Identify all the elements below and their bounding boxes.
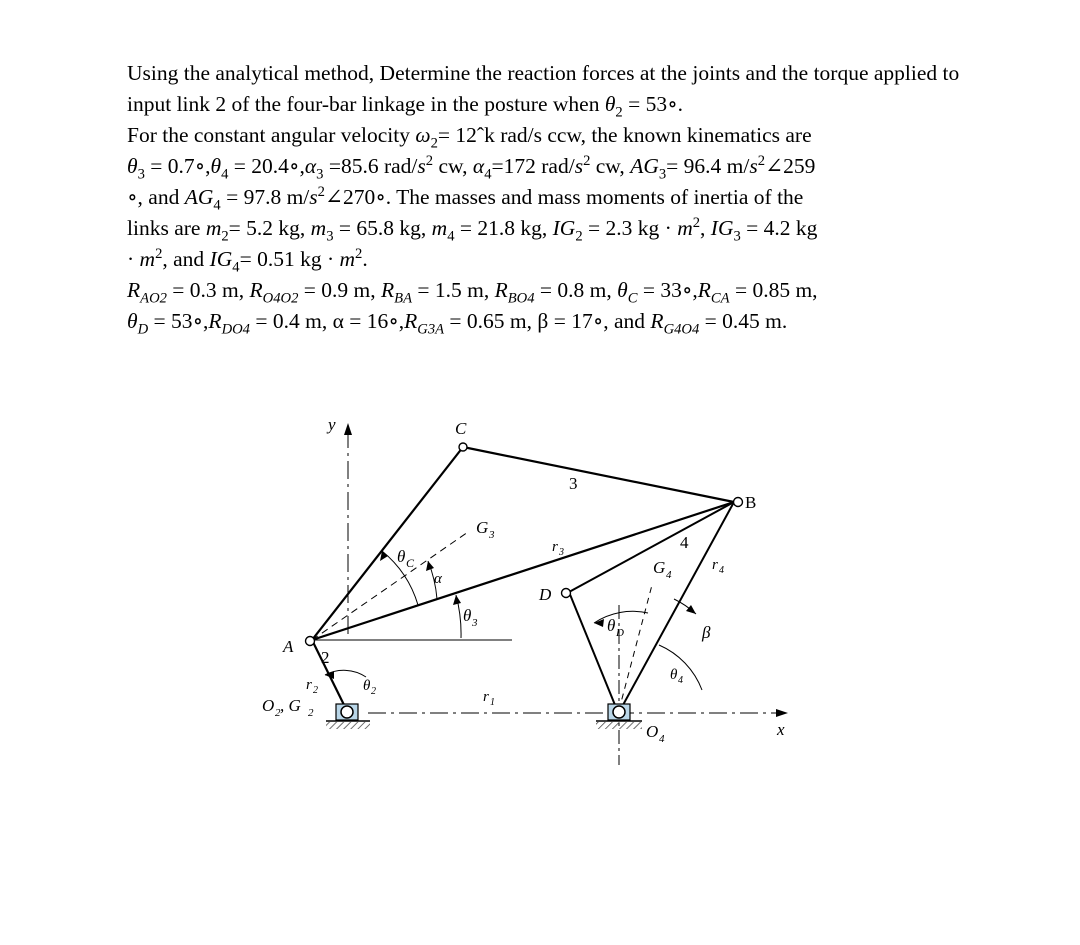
y-axis xyxy=(326,415,352,635)
label-link-4: 4 xyxy=(680,533,689,552)
svg-text:O: O xyxy=(262,696,275,715)
label-b: B xyxy=(745,493,757,512)
svg-text:4: 4 xyxy=(666,569,672,581)
label-a: A xyxy=(283,637,294,656)
svg-text:2: 2 xyxy=(313,685,318,696)
svg-text:3: 3 xyxy=(559,547,564,558)
svg-text:4: 4 xyxy=(678,675,683,686)
svg-text:4: 4 xyxy=(719,565,724,576)
svg-text:G: G xyxy=(653,558,666,577)
x-axis-label: x xyxy=(777,720,785,739)
label-beta: β xyxy=(702,623,711,642)
link-3 xyxy=(312,447,734,640)
svg-text:D: D xyxy=(616,627,624,639)
svg-text:r: r xyxy=(552,539,558,555)
label-r2 xyxy=(306,677,318,696)
label-g4 xyxy=(653,558,672,581)
svg-text:θ: θ xyxy=(363,678,371,694)
label-link-2: 2 xyxy=(321,648,330,667)
svg-text:3: 3 xyxy=(489,529,495,541)
problem-paragraph-1: Using the analytical method, Determine the reaction forces at the joints and the torque applied to input link 2 of the four-bar linkage in the posture when $\theta_2$ = 53∘. For the constant angular velocity $\omega_2=$ 12ˆk rad/s ccw, the known kinematics are $\theta_3$ = $0.7\circ,\theta_4$ = $20.4\circ,\alpha_3 =85.6$ rad/$s^2$ cw, $\alpha_4=172$ rad/$s^2$ cw, $AG_3= 96.4$ $m/s^2\angle 259$ ∘, and $AG_4 = 97.8$ $m/s^2\angle 270\circ$. The masses and mass moments of inertia of the links are $m_2= 5.2$ kg, $m_3 = 65.8$ kg, $m_4 = 21.8$ kg, $IG_2 = 2.3$ kg · $m^2$, $IG_3 = 4.2$ kg · $m^2$, and $IG_4= 0.51$ kg · $m^2$. xyxy=(127,61,960,276)
label-theta-d xyxy=(607,616,624,639)
label-c: C xyxy=(455,419,467,438)
label-d: D xyxy=(539,585,552,604)
svg-text:2: 2 xyxy=(371,686,376,697)
four-bar-linkage-diagram xyxy=(250,405,810,775)
problem-paragraph-2: $R_{AO2} = 0.3$ m, $R_{O4O2} = 0.9$ m, $R_{BA} = 1.5$ m, $R_{BO4} = 0.8$ m, $\theta_C$ = $33\circ,R_{CA} = 0.85$ m, $\theta_D$ = $53\circ,R_{DO4} = 0.4$ m, $\alpha = 16\circ,R_{G3A} = 0.65$ m, β = 17∘, and $R_{G4O4} = 0.45$ m. xyxy=(127,278,818,338)
x-axis xyxy=(368,709,788,739)
label-alpha: α xyxy=(434,571,442,587)
label-g3 xyxy=(476,518,495,541)
joint-c xyxy=(459,443,467,451)
label-r1 xyxy=(483,689,495,708)
svg-text:2: 2 xyxy=(308,707,314,719)
ground-pivot-o2 xyxy=(326,704,370,729)
svg-text:r: r xyxy=(483,689,489,705)
svg-text:θ: θ xyxy=(607,616,616,635)
svg-text:G: G xyxy=(476,518,489,537)
link-4 xyxy=(569,502,734,705)
svg-text:3: 3 xyxy=(472,617,478,629)
svg-text:4: 4 xyxy=(659,733,665,745)
svg-text:r: r xyxy=(306,677,312,693)
label-link-3: 3 xyxy=(569,474,578,493)
label-theta-2 xyxy=(363,678,376,697)
svg-text:, G: , G xyxy=(280,696,301,715)
label-r3 xyxy=(552,539,564,558)
o4-to-g4-dashed xyxy=(619,585,652,710)
joint-a xyxy=(306,637,315,646)
svg-text:θ: θ xyxy=(397,547,406,566)
svg-text:O: O xyxy=(646,722,659,741)
svg-text:2: 2 xyxy=(275,707,281,719)
y-axis-label: y xyxy=(328,415,336,434)
svg-text:1: 1 xyxy=(490,697,495,708)
svg-text:θ: θ xyxy=(463,606,472,625)
svg-text:θ: θ xyxy=(670,667,678,683)
label-r4 xyxy=(712,557,724,576)
label-theta-c xyxy=(397,547,415,570)
svg-text:r: r xyxy=(712,557,718,573)
label-o2-g2 xyxy=(262,696,314,719)
a-to-g3-dashed xyxy=(312,532,468,640)
label-theta-4 xyxy=(670,667,683,686)
label-o4 xyxy=(646,722,665,745)
problem-statement xyxy=(127,58,967,337)
svg-text:C: C xyxy=(406,556,415,570)
joint-d xyxy=(562,589,571,598)
joint-b xyxy=(734,498,743,507)
label-theta-3 xyxy=(463,606,478,629)
ground-pivot-o4 xyxy=(596,704,642,729)
